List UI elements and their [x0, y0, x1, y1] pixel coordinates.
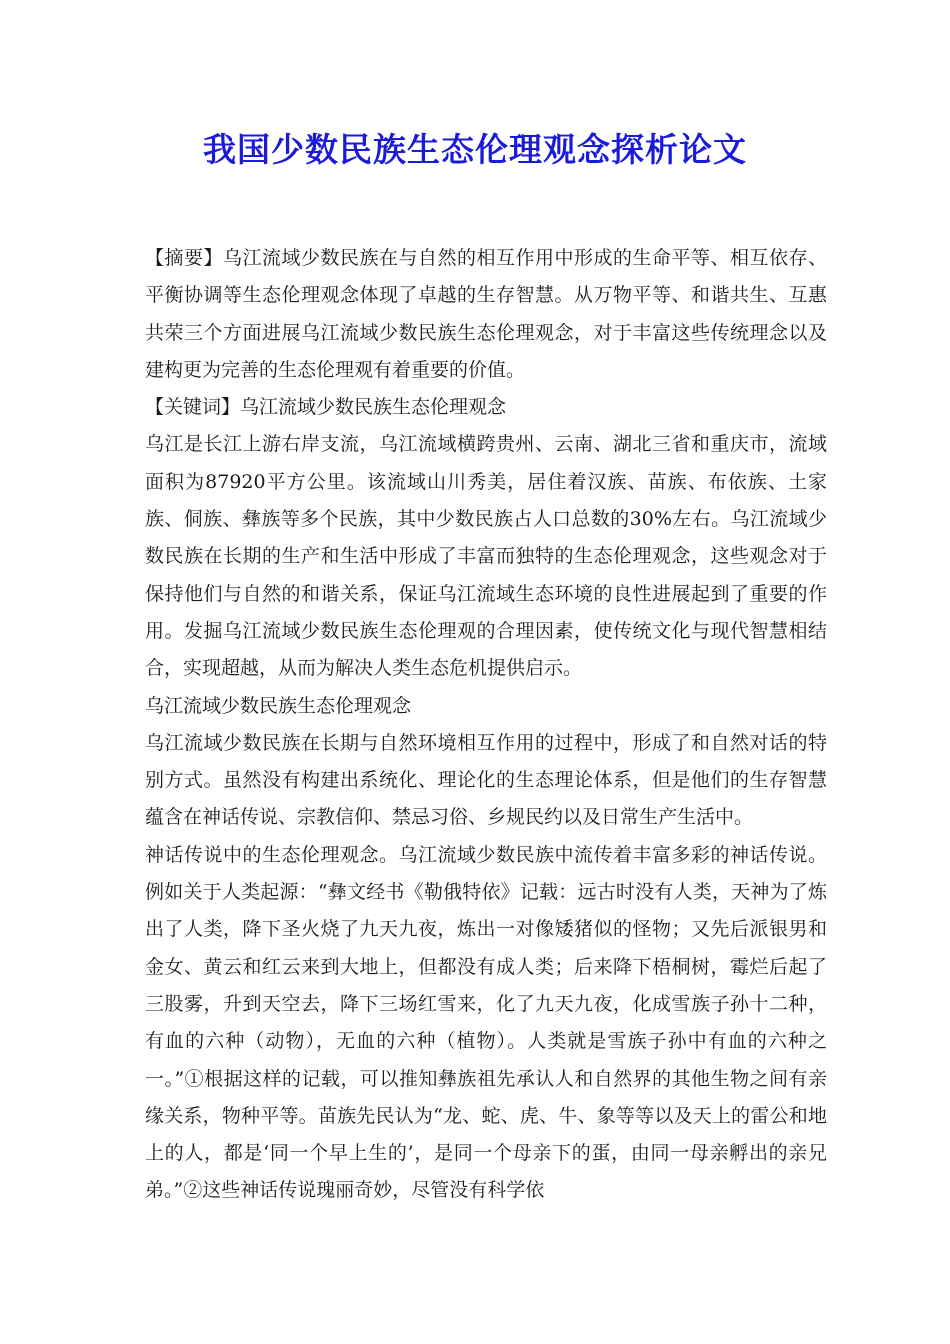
keywords-paragraph: 【关键词】乌江流域少数民族生态伦理观念	[145, 396, 507, 419]
abstract-paragraph: 【摘要】乌江流域少数民族在与自然的相互作用中形成的生命平等、相互依存、平衡协调等生态伦理观念体现了卓越的生存智慧。从万物平等、和谐共生、互惠共荣三个方面进展乌江流域少数民族生态伦理观念，对于丰富这些传统理念以及建构更为完善的生态伦理观有着重要的价值。	[145, 247, 827, 381]
document-body	[145, 240, 827, 1210]
body-paragraph: 乌江流域少数民族在长期与自然环境相互作用的过程中，形成了和自然对话的特别方式。虽然没有构建出系统化、理论化的生态理论体系，但是他们的生存智慧蕴含在神话传说、宗教信仰、禁忌习俗、乡规民约以及日常生产生活中。	[145, 731, 827, 829]
body-paragraph: 乌江是长江上游右岸支流，乌江流域横跨贵州、云南、湖北三省和重庆市，流域面积为87920平方公里。该流域山川秀美，居住着汉族、苗族、布依族、土家族、侗族、彝族等多个民族，其中少数民族占人口总数的30%左右。乌江流域少数民族在长期的生产和生活中形成了丰富而独特的生态伦理观念，这些观念对于保持他们与自然的和谐关系，保证乌江流域生态环境的良性进展起到了重要的作用。发掘乌江流域少数民族生态伦理观的合理因素，使传统文化与现代智慧相结合，实现超越，从而为解决人类生态危机提供启示。	[145, 433, 827, 680]
body-paragraph: 神话传说中的生态伦理观念。乌江流域少数民族中流传着丰富多彩的神话传说。例如关于人类起源：“彝文经书《勒俄特依》记载：远古时没有人类，天神为了炼出了人类，降下圣火烧了九天九夜，炼出一对像矮猪似的怪物；又先后派银男和金女、黄云和红云来到大地上，但都没有成人类；后来降下梧桐树，霉烂后起了三股雾，升到天空去，降下三场红雪来，化了九天九夜，化成雪族子孙十二种，有血的六种（动物），无血的六种（植物）。人类就是雪族子孙中有血的六种之一。”①根据这样的记载，可以推知彝族祖先承认人和自然界的其他生物之间有亲缘关系，物种平等。苗族先民认为“龙、蛇、虎、牛、象等等以及天上的雷公和地上的人，都是‘同一个早上生的’，是同一个母亲下的蛋，由同一母亲孵出的亲兄弟。”②这些神话传说瑰丽奇妙，尽管没有科学依	[145, 843, 827, 1202]
document-title: 我国少数民族生态伦理观念探析论文	[203, 130, 747, 169]
section-heading: 乌江流域少数民族生态伦理观念	[145, 694, 412, 717]
